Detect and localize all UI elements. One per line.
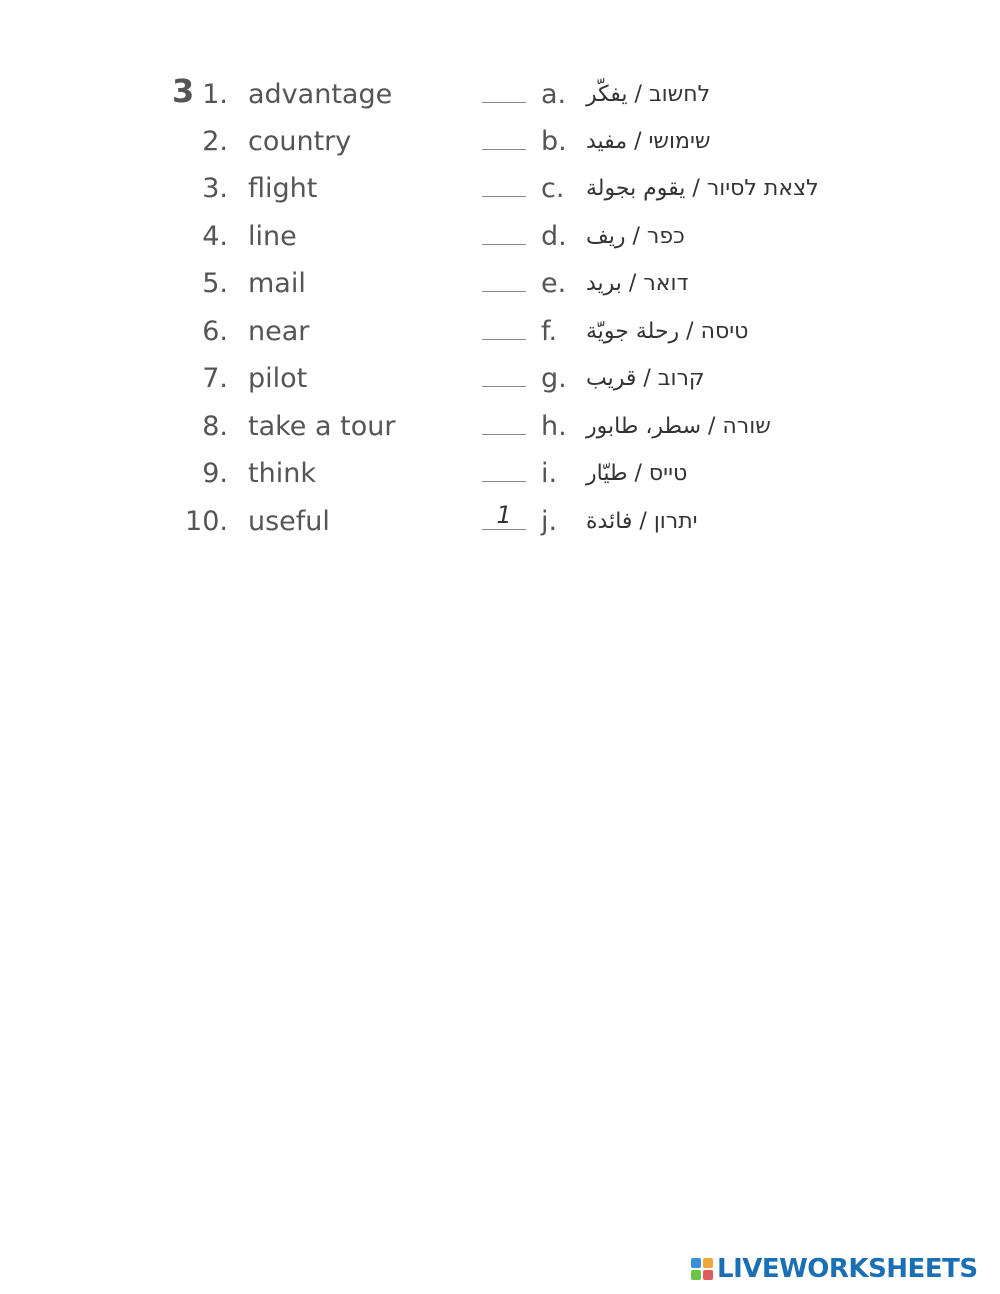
option-letter: c. (541, 173, 565, 204)
item-number: 3. (202, 173, 228, 204)
translation-text: שימושי / مفيد (586, 129, 711, 154)
translation-text: לצאת לסיור / يقوم بجولة (586, 176, 819, 201)
item-number: 9. (202, 458, 228, 489)
english-word: advantage (248, 79, 393, 110)
option-letter: g. (541, 363, 567, 394)
item-number: 1. (202, 79, 228, 110)
translation-text: טיסה / رحلة جويّة (586, 319, 749, 344)
english-word: mail (248, 268, 306, 299)
liveworksheets-logo-icon (691, 1258, 713, 1280)
logo-text: LIVEWORKSHEETS (717, 1254, 978, 1284)
translation-text: לחשוב / يفكّر (586, 82, 711, 107)
exercise-row (0, 169, 1000, 209)
exercise-row (0, 75, 1000, 115)
option-letter: e. (541, 268, 567, 299)
answer-blank-line (482, 434, 526, 435)
option-letter: f. (541, 316, 558, 347)
translation-text: שורה / سطر، طابور (586, 414, 771, 439)
item-number: 6. (202, 316, 228, 347)
exercise-number: 3 (172, 72, 195, 110)
english-word: near (248, 316, 310, 347)
exercise-row (0, 407, 1000, 447)
answer-blank-line (482, 386, 526, 387)
answer-blank-line (482, 102, 526, 103)
option-letter: a. (541, 79, 567, 110)
item-number: 5. (202, 268, 228, 299)
answer-blank-line (482, 291, 526, 292)
exercise-row (0, 312, 1000, 352)
option-letter: b. (541, 126, 567, 157)
english-word: line (248, 221, 297, 252)
item-number: 2. (202, 126, 228, 157)
answer-blank-line (482, 244, 526, 245)
translation-text: יתרון / فائدة (586, 509, 698, 534)
option-letter: j. (541, 506, 558, 537)
answer-blank-line (482, 149, 526, 150)
option-letter: i. (541, 458, 558, 489)
item-number: 7. (202, 363, 228, 394)
answer-blank[interactable]: 1 (496, 501, 512, 529)
translation-text: קרוב / قريب (586, 366, 705, 391)
translation-text: דואר / بريد (586, 271, 689, 296)
option-letter: d. (541, 221, 567, 252)
exercise-row (0, 502, 1000, 542)
item-number: 4. (202, 221, 228, 252)
english-word: useful (248, 506, 330, 537)
item-number: 10. (185, 506, 228, 537)
english-word: think (248, 458, 316, 489)
option-letter: h. (541, 411, 567, 442)
english-word: take a tour (248, 411, 396, 442)
exercise-row (0, 122, 1000, 162)
answer-blank-line (482, 339, 526, 340)
exercise-row (0, 454, 1000, 494)
english-word: pilot (248, 363, 308, 394)
exercise-row (0, 217, 1000, 257)
liveworksheets-logo (691, 1254, 978, 1284)
exercise-row (0, 359, 1000, 399)
english-word: country (248, 126, 352, 157)
item-number: 8. (202, 411, 228, 442)
exercise-row (0, 264, 1000, 304)
answer-blank-line (482, 481, 526, 482)
translation-text: כפר / ريف (586, 224, 685, 249)
translation-text: טייס / طيّار (586, 461, 688, 486)
answer-blank-line (482, 196, 526, 197)
english-word: flight (248, 173, 318, 204)
